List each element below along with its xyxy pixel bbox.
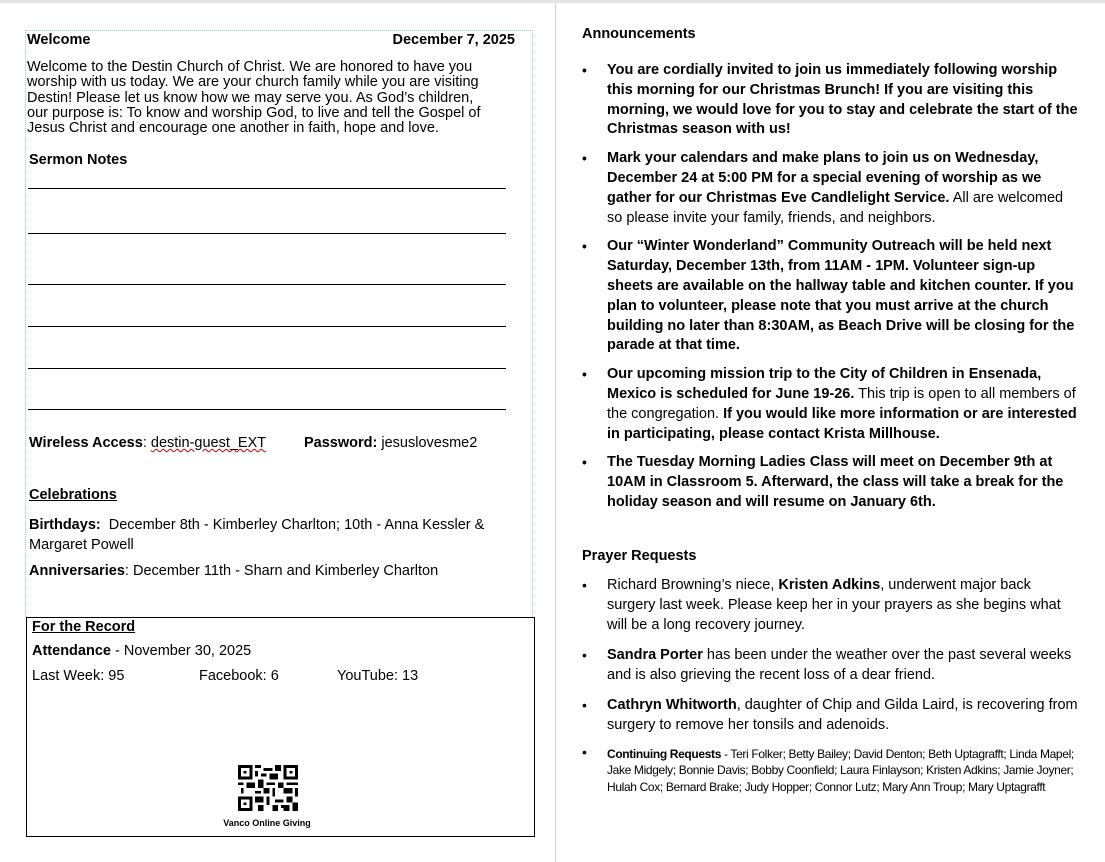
bullet-icon: • <box>582 646 587 663</box>
sermon-notes-title: Sermon Notes <box>29 152 128 168</box>
announcement-item <box>582 453 1082 512</box>
prayer-name: Cathryn Whitworth <box>607 696 737 713</box>
announcement-item <box>582 61 1082 140</box>
birthdays-text: December 8th - Kimberley Charlton; 10th - Anna Kessler & <box>100 517 485 533</box>
continuing-requests <box>582 746 1082 795</box>
announcements-title: Announcements <box>582 26 696 42</box>
facebook-count: Facebook: 6 <box>199 668 279 684</box>
announcement-text: Our upcoming mission trip to the City of Children in Ensenada, Mexico is scheduled for June 19-26. <box>607 366 1042 402</box>
wireless-password <box>304 435 477 451</box>
birthdays-label: Birthdays: <box>29 517 101 533</box>
welcome-paragraph <box>27 60 517 136</box>
prayer-item <box>582 646 1082 686</box>
prayer-text: , underwent major back surgery last week. Please keep her in your prayers as she begins what will be a long recovery journey. <box>607 577 1061 633</box>
birthdays-text-cont: Margaret Powell <box>29 537 134 553</box>
prayer-text: , daughter of Chip and Gilda Laird, is recovering from surgery to remove her tonsils and adenoids. <box>607 696 1078 733</box>
wireless-sep: : <box>142 435 151 451</box>
sermon-note-line <box>28 188 506 189</box>
qr-caption: Vanco Online Giving <box>223 818 311 828</box>
attendance-label: Attendance <box>32 643 111 659</box>
sermon-note-line <box>28 368 506 369</box>
bullet-icon: • <box>582 454 587 471</box>
prayer-text: has been under the weather over the past several weeks and is also grieving the recent loss of a dear friend. <box>607 646 1072 683</box>
wireless-ssid: destin-guest_EXT <box>150 435 267 451</box>
sermon-note-line <box>28 284 506 285</box>
page-divider <box>555 3 556 862</box>
anniversaries-text: : December 11th - Sharn and Kimberley Charlton <box>124 563 439 579</box>
prayer-requests-list <box>582 576 1082 806</box>
password-value: jesuslovesme2 <box>377 435 478 451</box>
page-top-border <box>0 0 1105 3</box>
bullet-icon: • <box>582 696 587 713</box>
sermon-note-line <box>28 233 506 234</box>
sermon-note-line <box>28 409 506 410</box>
youtube-count: YouTube: 13 <box>337 668 419 684</box>
bullet-icon: • <box>582 744 587 761</box>
announcement-text: You are cordially invited to join us immediately following worship this morning for our Christmas Brunch! If you are visiting this morning, we would love for you to stay and celebrate the start of the Christmas season with us! <box>607 62 1078 138</box>
bullet-icon: • <box>582 238 587 255</box>
sermon-note-line <box>28 326 506 327</box>
record-title: For the Record <box>32 619 136 635</box>
bullet-icon: • <box>582 577 587 593</box>
prayer-item <box>582 696 1082 736</box>
celebrations-title: Celebrations <box>29 487 117 503</box>
wireless-label: Wireless Access <box>29 435 143 451</box>
attendance <box>32 643 251 659</box>
prayer-text: Richard Browning’s niece, <box>607 577 779 593</box>
last-week-count: Last Week: 95 <box>32 668 125 684</box>
announcement-item <box>582 365 1082 444</box>
anniversaries <box>29 563 438 579</box>
bullet-icon: • <box>582 366 587 383</box>
announcement-text: Mark your calendars and make plans to join us on Wednesday, December 24 at 5:00 PM for a special evening of worship as we gather for our Christmas Eve Candlelight Service. <box>607 150 1042 206</box>
announcement-text: The Tuesday Morning Ladies Class will meet on December 9th at 10AM in Classroom 5. Afterward, the class will take a break for the holiday season and will resume on January 6th. <box>607 454 1064 510</box>
password-label: Password: <box>304 435 378 451</box>
attendance-date: - November 30, 2025 <box>110 643 252 659</box>
prayer-name: Kristen Adkins <box>778 577 881 593</box>
announcement-text: Our “Winter Wonderland” Community Outreach will be held next Saturday, December 13th, from 11AM - 1PM. Volunteer sign-up sheets are available on the hallway table and kitchen counter. If you plan to volunteer, please note that you must arrive at the church building no later than 8:30AM, as Beach Drive will be closing for the parade at that time. <box>607 238 1075 354</box>
announcement-text-bold: If you would like more information or are interested in participating, please contact Krista Millhouse. <box>607 405 1077 442</box>
welcome-line: Welcome to the Destin Church of Christ. We are honored to have you <box>27 59 473 75</box>
announcements-list <box>582 61 1082 522</box>
prayer-requests-title: Prayer Requests <box>582 548 697 564</box>
announcement-text-normal: This trip is open to all members of the congregation. <box>607 385 1076 422</box>
bulletin-date: December 7, 2025 <box>392 32 515 48</box>
announcement-item <box>582 149 1082 228</box>
announcement-text-normal: All are welcomed so please invite your family, friends, and neighbors. <box>607 189 1064 226</box>
qr-code-icon[interactable] <box>238 765 298 811</box>
bullet-icon: • <box>582 62 587 78</box>
welcome-line: Jesus Christ and encourage one another in faith, hope and love. <box>27 120 439 137</box>
announcement-item <box>582 237 1082 356</box>
welcome-title: Welcome <box>27 32 91 48</box>
continuing-label: Continuing Requests <box>607 747 722 762</box>
bullet-icon: • <box>582 150 587 167</box>
birthdays <box>29 515 519 555</box>
prayer-item <box>582 576 1082 635</box>
wireless-access <box>29 435 478 451</box>
continuing-names: - Teri Folker; Betty Bailey; David Denton; Beth Uptagrafft; Linda Mapel; Jake Midgely; Bonnie Davis; Bobby Coonfield; Laura Finlayson; Kristen Adkins; Jamie Joyner; Hulah Cox; Bernard Brake; Judy Hopper; Connor Lutz; Mary Ann Troup; Mary Uptagrafft <box>607 747 1074 794</box>
welcome-line: our purpose is: To know and worship God, to live and tell the Gospel of <box>27 104 481 121</box>
for-the-record-box <box>26 617 535 837</box>
welcome-header <box>27 32 515 48</box>
prayer-name: Sandra Porter <box>607 646 703 663</box>
anniversaries-label: Anniversaries <box>29 563 125 579</box>
welcome-line: Destin! Please let us know how we may serve you. As God’s children, <box>27 89 474 106</box>
welcome-line: worship with us today. We are your church family while you are visiting <box>27 74 479 91</box>
